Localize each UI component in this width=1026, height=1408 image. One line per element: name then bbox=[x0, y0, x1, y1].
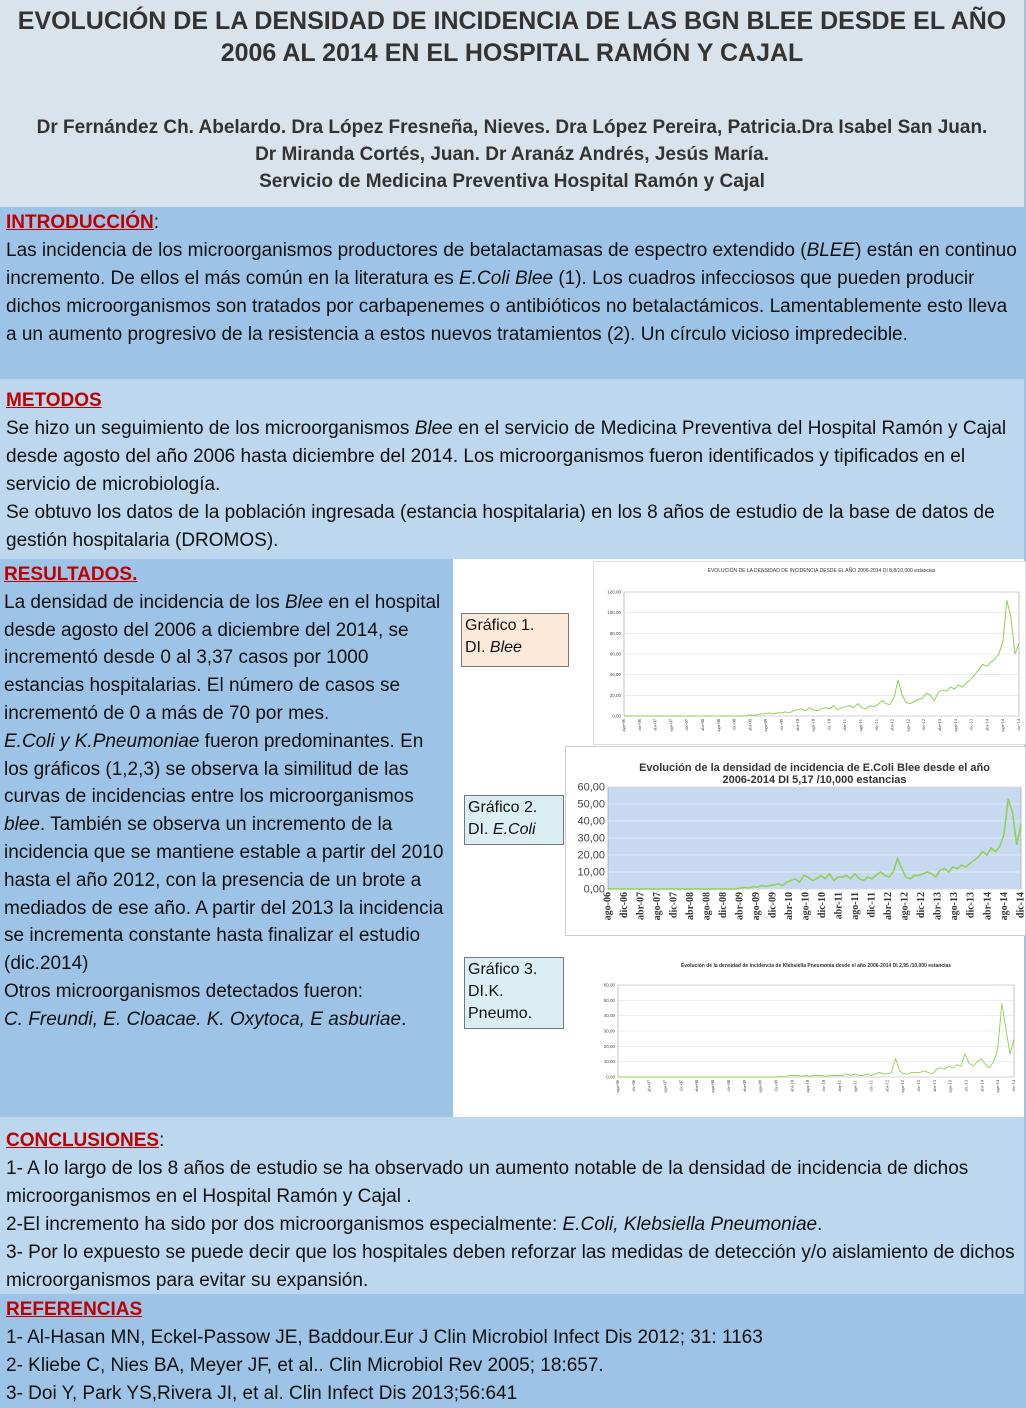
referencias-heading: REFERENCIAS bbox=[6, 1299, 143, 1320]
y-tick-label: 60,00 bbox=[603, 982, 615, 988]
chart-3-svg bbox=[586, 959, 1024, 1117]
x-tick-label: abr-11 bbox=[833, 892, 845, 920]
x-tick-label: abr-07 bbox=[646, 1080, 652, 1092]
x-tick-label: ago-06 bbox=[621, 719, 627, 732]
institution: Servicio de Medicina Preventiva Hospital Ramón y Cajal bbox=[259, 171, 765, 192]
referencias-section bbox=[0, 1294, 1024, 1404]
x-tick-label: dic-13 bbox=[968, 719, 974, 731]
x-tick-label: ago-09 bbox=[750, 892, 762, 921]
poster-title-line2: 2006 AL 2014 EN EL HOSPITAL RAMÓN Y CAJAL bbox=[220, 39, 804, 67]
chart-1-svg bbox=[594, 562, 1025, 744]
x-tick-label: abr-14 bbox=[984, 719, 990, 731]
authors-line1: Dr Fernández Ch. Abelardo. Dra López Fresneña, Nieves. Dra López Pereira, Patricia.Dra Isabel San Juan. bbox=[36, 117, 988, 138]
metodos-text-2: Se obtuvo los datos de la población ingresada (estancia hospitalaria) en los 8 años de estudio de la base de datos de gestión hospitalaria (DROMOS). bbox=[6, 502, 995, 551]
x-tick-label: ago-10 bbox=[805, 1080, 811, 1093]
x-tick-label: abr-09 bbox=[734, 892, 746, 920]
y-tick-label: 40,00 bbox=[577, 815, 605, 828]
x-tick-label: dic-14 bbox=[1016, 719, 1022, 731]
y-tick-label: 20,00 bbox=[603, 1043, 615, 1049]
reference-1: 1- Al-Hasan MN, Eckel-Passow JE, Baddour.Eur J Clin Microbiol Infect Dis 2012; 31: 1163 bbox=[6, 1327, 763, 1348]
x-tick-label: ago-09 bbox=[763, 719, 769, 732]
x-tick-label: ago-07 bbox=[668, 719, 674, 732]
charts-pane bbox=[453, 559, 1024, 1117]
y-tick-label: 20,00 bbox=[577, 849, 605, 862]
x-tick-label: ago-06 bbox=[602, 892, 614, 921]
y-tick-label: 30,00 bbox=[577, 832, 605, 845]
x-tick-label: dic-12 bbox=[921, 719, 927, 731]
resultados-text-2: E.Coli y K.Pneumoniae fueron predominantes. En los gráficos (1,2,3) se observa la similitud de las curvas de incidencias entre los microorganismos blee. También se observa un incremento de la incidencia que se mantiene estable a partir del 2010 hasta el año 2012, con la presencia de un brote a mediados de ese año. A partir del 2013 la incidencia se incrementa constante hasta finalizar el estudio (dic.2014) bbox=[4, 730, 444, 975]
x-tick-label: ago-13 bbox=[949, 892, 961, 921]
chart1-label: Gráfico 1. DI. Blee bbox=[461, 613, 569, 667]
x-tick-label: dic-07 bbox=[668, 892, 680, 919]
x-tick-label: ago-07 bbox=[662, 1080, 668, 1093]
x-tick-label: dic-06 bbox=[636, 719, 642, 731]
y-tick-label: 50,00 bbox=[577, 798, 605, 811]
x-tick-label: abr-07 bbox=[652, 719, 658, 731]
x-tick-label: ago-12 bbox=[899, 892, 911, 921]
resultados-section bbox=[0, 559, 453, 1117]
intro-text: Las incidencia de los microorganismos productores de betalactamasas de espectro extendido (BLEE) están en continuo incremento. De ellos el más común en la literatura es E.Coli Blee (1). Los cuadros infecciosos que pueden producir dichos microorganismos son tratados por carbapenemes o antibióticos no betalactámicos. Lamentablemente esto lleva a un aumento progresivo de la resistencia a estos nuevos tratamientos (2). Un círculo vicioso impredecible. bbox=[6, 240, 1017, 345]
x-tick-label: dic-08 bbox=[731, 719, 737, 731]
x-tick-label: ago-12 bbox=[905, 719, 911, 732]
y-tick-label: 40,00 bbox=[609, 672, 621, 678]
x-tick-label: dic-10 bbox=[826, 719, 832, 731]
x-tick-label: ago-07 bbox=[651, 892, 663, 921]
chart-title: EVOLUCIÓN DE LA DENSIDAD DE INCIDENCIA DESDE EL AÑO 2006-2014 DI 8,8/10,000 estancias bbox=[707, 568, 936, 574]
poster-header bbox=[0, 0, 1024, 207]
y-tick-label: 120,00 bbox=[607, 589, 621, 595]
x-tick-label: dic-09 bbox=[779, 719, 785, 731]
chart-2 bbox=[565, 746, 1026, 936]
x-tick-label: abr-09 bbox=[741, 1080, 747, 1092]
x-tick-label: abr-13 bbox=[937, 719, 943, 731]
x-tick-label: ago-10 bbox=[810, 719, 816, 732]
x-tick-label: abr-11 bbox=[842, 719, 848, 731]
x-tick-label: abr-07 bbox=[635, 892, 647, 920]
x-tick-label: dic-13 bbox=[963, 1080, 969, 1092]
y-tick-label: 40,00 bbox=[603, 1013, 615, 1019]
x-tick-label: dic-09 bbox=[773, 1080, 779, 1092]
y-tick-label: 10,00 bbox=[603, 1059, 615, 1065]
resultados-text-4: C. Freundi, E. Cloacae. K. Oxytoca, E asburiae. bbox=[4, 1008, 407, 1030]
x-tick-label: abr-14 bbox=[982, 892, 994, 920]
y-tick-label: 0,00 bbox=[612, 713, 621, 719]
x-tick-label: abr-12 bbox=[884, 1080, 890, 1092]
y-tick-label: 30,00 bbox=[603, 1028, 615, 1034]
x-tick-label: ago-13 bbox=[947, 1080, 953, 1093]
x-tick-label: ago-06 bbox=[615, 1080, 621, 1093]
x-tick-label: abr-08 bbox=[700, 719, 706, 731]
x-tick-label: dic-11 bbox=[873, 719, 879, 731]
y-tick-label: 50,00 bbox=[603, 997, 615, 1003]
chart-3 bbox=[586, 959, 1024, 1117]
x-tick-label: ago-14 bbox=[1000, 719, 1006, 732]
metodos-section bbox=[0, 379, 1024, 559]
y-tick-label: 100,00 bbox=[607, 610, 621, 616]
x-tick-label: dic-08 bbox=[725, 1080, 731, 1092]
conclusiones-section: CONCLUSIONES: 1- A lo largo de los 8 años de estudio se ha observado un aumento notable de la densidad de incidencia de dichos microorganismos en el Hospital Ramón y Cajal . 2-El incremento ha sido por dos microorganismos especialmente: E.Coli, Klebsiella Pneumoniae. 3- Por lo expuesto se puede decir que los hospitales deben reforzar las medidas de detección y/o aislamiento de dichos microorganismos para evitar su expansión. bbox=[0, 1117, 1024, 1294]
x-tick-label: ago-11 bbox=[850, 892, 862, 920]
intro-heading: INTRODUCCIÓN bbox=[6, 212, 154, 233]
x-tick-label: dic-10 bbox=[820, 1080, 826, 1092]
chart-title-line: Evolución de la densidad de incidencia de E.Coli Blee desde el año bbox=[639, 762, 990, 774]
chart-2-svg bbox=[566, 747, 1025, 935]
x-tick-label: abr-14 bbox=[979, 1080, 985, 1092]
x-tick-label: dic-12 bbox=[915, 1080, 921, 1092]
poster-title-line1: EVOLUCIÓN DE LA DENSIDAD DE INCIDENCIA DE LAS BGN BLEE DESDE EL AÑO bbox=[17, 7, 1007, 35]
x-tick-label: abr-10 bbox=[789, 1080, 795, 1092]
chart-1 bbox=[593, 561, 1026, 745]
chart3-label: Gráfico 3. DI.K. Pneumo. bbox=[464, 957, 564, 1029]
x-tick-label: abr-12 bbox=[883, 892, 895, 920]
x-tick-label: dic-09 bbox=[767, 892, 779, 919]
x-tick-label: dic-06 bbox=[630, 1080, 636, 1092]
x-tick-label: ago-11 bbox=[852, 1080, 858, 1093]
y-tick-label: 60,00 bbox=[577, 781, 605, 794]
x-tick-label: ago-08 bbox=[715, 719, 721, 732]
x-tick-label: abr-08 bbox=[694, 1080, 700, 1092]
x-tick-label: ago-08 bbox=[701, 892, 713, 921]
x-tick-label: ago-08 bbox=[710, 1080, 716, 1093]
x-tick-label: abr-12 bbox=[889, 719, 895, 731]
x-tick-label: dic-07 bbox=[684, 719, 690, 731]
x-tick-label: ago-14 bbox=[998, 892, 1010, 921]
x-tick-label: ago-11 bbox=[858, 719, 864, 732]
x-tick-label: dic-11 bbox=[866, 892, 878, 918]
x-tick-label: dic-12 bbox=[916, 892, 928, 919]
x-tick-label: abr-11 bbox=[836, 1080, 842, 1092]
chart-title bbox=[639, 762, 990, 786]
x-tick-label: ago-14 bbox=[995, 1080, 1001, 1093]
y-tick-label: 20,00 bbox=[609, 692, 621, 698]
x-tick-label: ago-13 bbox=[952, 719, 958, 732]
y-tick-label: 0,00 bbox=[606, 1074, 615, 1080]
conclusiones-heading: CONCLUSIONES bbox=[6, 1130, 160, 1151]
chart2-label: Gráfico 2. DI. E.Coli bbox=[464, 795, 564, 845]
x-tick-label: dic-08 bbox=[717, 892, 729, 919]
y-tick-label: 80,00 bbox=[609, 630, 621, 636]
resultados-heading: RESULTADOS. bbox=[4, 564, 138, 585]
x-tick-label: dic-13 bbox=[965, 892, 977, 919]
x-tick-label: abr-13 bbox=[931, 1080, 937, 1092]
x-tick-label: dic-14 bbox=[1015, 892, 1026, 919]
x-tick-label: dic-11 bbox=[868, 1080, 874, 1092]
x-tick-label: abr-09 bbox=[747, 719, 753, 731]
x-tick-label: dic-14 bbox=[1011, 1080, 1017, 1092]
x-tick-label: abr-08 bbox=[684, 892, 696, 920]
reference-2: 2- Kliebe C, Nies BA, Meyer JF, et al.. Clin Microbiol Rev 2005; 18:657. bbox=[6, 1355, 604, 1376]
x-tick-label: ago-09 bbox=[757, 1080, 763, 1093]
metodos-text-1: Se hizo un seguimiento de los microorganismos Blee en el servicio de Medicina Preventiva del Hospital Ramón y Cajal desde agosto del año 2006 hasta diciembre del 2014. Los microorganismos fueron identificados y tipificados en el servicio de microbiología. bbox=[6, 418, 1007, 495]
x-tick-label: dic-07 bbox=[678, 1080, 684, 1092]
authors-line2: Dr Miranda Cortés, Juan. Dr Aranáz Andrés, Jesús María. bbox=[255, 144, 769, 165]
y-tick-label: 10,00 bbox=[577, 866, 605, 879]
reference-3: 3- Doi Y, Park YS,Rivera JI, et al. Clin Infect Dis 2013;56:641 bbox=[6, 1383, 518, 1404]
resultados-text: La densidad de incidencia de los Blee en el hospital desde agosto del 2006 a diciembre del 2014, se incrementó desde 0 al 3,37 casos por 1000 estancias hospitalarias. El número de casos se incrementó de 0 a más de 70 por mes. bbox=[4, 591, 441, 724]
x-tick-label: dic-10 bbox=[817, 892, 829, 919]
conclusion-3: 3- Por lo expuesto se puede decir que los hospitales deben reforzar las medidas de detección y/o aislamiento de dichos microorganismos para evitar su expansión. bbox=[6, 1242, 1015, 1291]
x-tick-label: abr-13 bbox=[932, 892, 944, 920]
chart-title-line: 2006-2014 DI 5,17 /10,000 estancias bbox=[722, 774, 907, 786]
y-tick-label: 0,00 bbox=[583, 883, 605, 896]
x-tick-label: ago-12 bbox=[900, 1080, 906, 1093]
chart-title: Evolución de la densidad de incidencia de Klebsiella Pneumonia desde el año 2006-2014 DI 2,95 /10,000 estancias bbox=[680, 963, 952, 969]
conclusion-1: 1- A lo largo de los 8 años de estudio se ha observado un aumento notable de la densidad de incidencia de dichos microorganismos en el Hospital Ramón y Cajal . bbox=[6, 1158, 969, 1207]
resultados-text-3: Otros microorganismos detectados fueron: bbox=[4, 980, 364, 1002]
x-tick-label: abr-10 bbox=[784, 892, 796, 920]
intro-section: INTRODUCCIÓN: Las incidencia de los microorganismos productores de betalactamasas de espectro extendido (BLEE) están en continuo incremento. De ellos el más común en la literatura es E.Coli Blee (1). Los cuadros infecciosos que pueden producir dichos microorganismos son tratados por carbapenemes o antibióticos no betalactámicos. Lamentablemente esto lleva a un aumento progresivo de la resistencia a estos nuevos tratamientos (2). Un círculo vicioso impredecible. bbox=[0, 207, 1024, 379]
x-tick-label: dic-06 bbox=[618, 892, 630, 919]
conclusion-2: 2-El incremento ha sido por dos microorganismos especialmente: E.Coli, Klebsiella Pneumoniae. bbox=[6, 1214, 823, 1235]
metodos-heading: METODOS bbox=[6, 390, 102, 411]
x-tick-label: ago-10 bbox=[800, 892, 812, 921]
y-tick-label: 60,00 bbox=[609, 651, 621, 657]
x-tick-label: abr-10 bbox=[794, 719, 800, 731]
